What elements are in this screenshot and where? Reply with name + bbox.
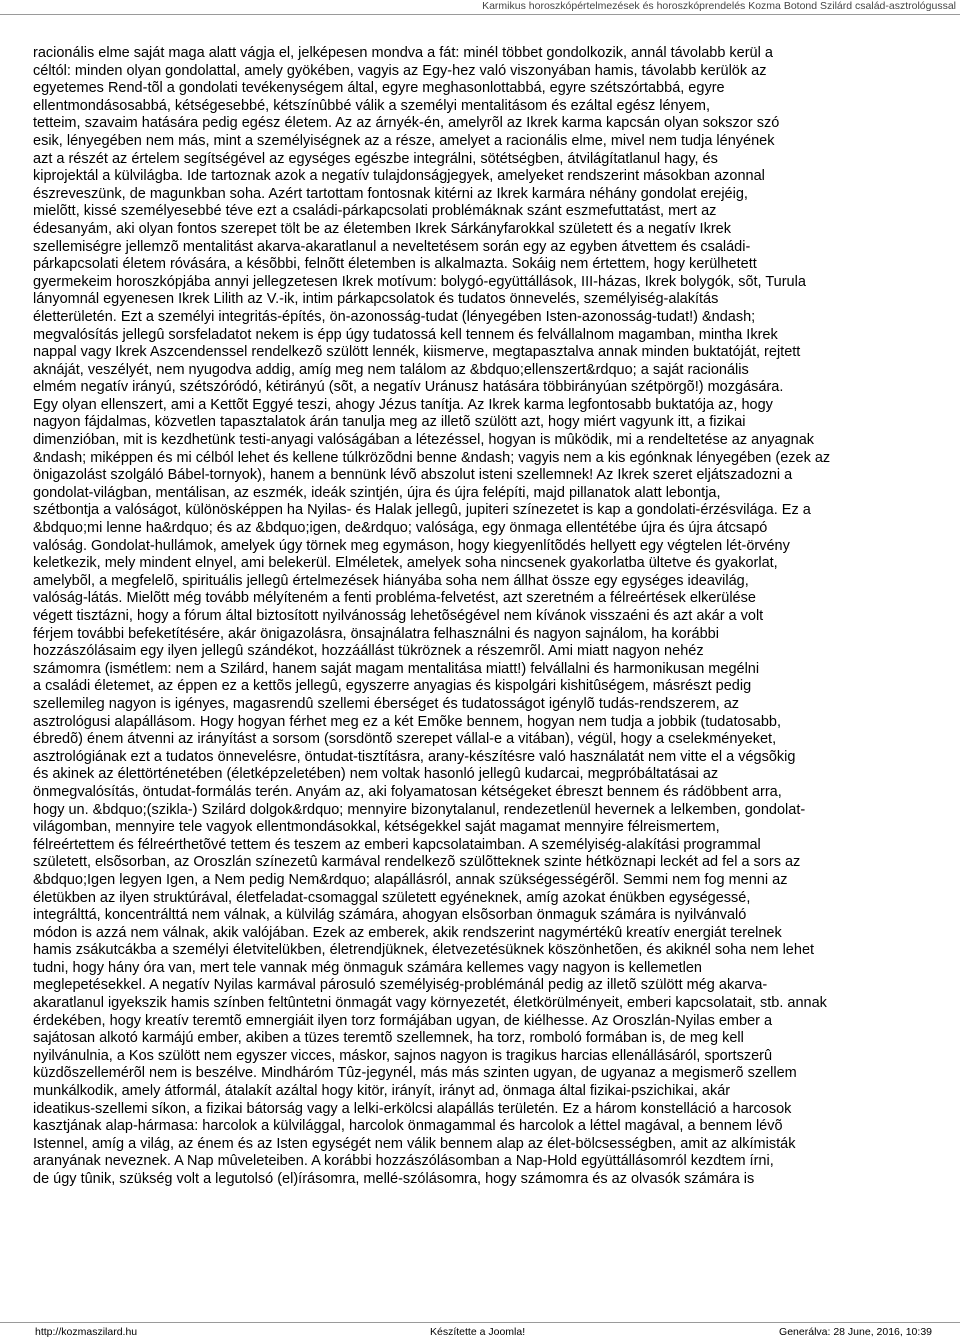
article-line: hogy un. &bdquo;(szikla-) Szilárd dolgok&rdquo; mennyire bizonytalanul, rendezetlenül hevernek a lelkemben, gondolat-	[33, 801, 806, 818]
article-line: aranyának neveznek. A Nap mûveleteiben. A korábbi hozzászólásomban a Nap-Hold együttállásomról kezdtem írni,	[33, 1153, 774, 1170]
article-line: &ndash; miképpen és mi célból lehet és kellene túlkrözõdni benne &ndash; vagyis nem a kis egónknak lényegében (ezek az	[33, 449, 831, 466]
article-line: aknáját, veszélyét, nem nyugodva addig, amíg meg nem találom az &bdquo;ellenszert&rdquo; a saját racionális	[33, 361, 749, 378]
article-body	[33, 45, 925, 1320]
joomla-credit: Készítette a Joomla!	[430, 1326, 526, 1338]
article-line: akaratlanul igyekszik hamis színben feltûntetni önmagát vagy környezetét, életkörülményeit, emberi kapcsolatait, stb. annak	[33, 995, 827, 1012]
article-line: életterületén. Ezt a személyi integritás-építés, ön-azonosság-tudat (lényegében Isten-azonosság-tudat!) &ndash;	[33, 308, 756, 325]
article-line: számomra (ismétlem: nem a Szilárd, hanem saját magam mentalitása miatt!) felvállalni és harmonikusan megélni	[33, 660, 760, 677]
article-line: dimenzióban, mit is kezdhetünk testi-anyagi valóságában a létezéssel, hogyan is mûködik, mi a rendeltetése az anyagnak	[33, 432, 815, 449]
article-line: és akinek az élettörténetében (életképzeletében) nem voltak hasonló jellegû kudarcai, megpróbáltatásai az	[33, 766, 719, 783]
footer-divider	[0, 1322, 960, 1323]
article-line: szétbontja a valóságot, különösképpen ha Nyilas- és Halak jellegû, jupiteri színezetet is kap a gondolati-érzésvilága. Ez a	[33, 502, 811, 519]
article-line: azt a részét az értelem segítségével az egységes egészbe integrálni, sötétségben, átvilágítatlanul hagy, és	[33, 150, 718, 167]
article-line: keletkezik, mely mindent elnyel, ami belekerül. Elméletek, amelyek soha nincsenek gyakorlatba ültetve és gyakorlat,	[33, 555, 778, 572]
article-line: Egy olyan ellenszert, ami a Kettõt Eggyé teszi, ahogy Jézus tanítja. Az Ikrek karma legfontosabb buktatója az, hogy	[33, 396, 773, 413]
article-line: gondolat-világban, mentálisan, az eszmék, ideák szintjén, újra és újra felépíti, majd pillanatok alatt lebontja,	[33, 484, 721, 501]
article-line: hamis zsákutcákba a személyi életvitelükben, életrendjüknek, életvezetésüknek köszönhetõen, és akiknél soha nem lehet	[33, 942, 815, 959]
article-line: de úgy tûnik, szükség volt a legutolsó (el)írásomra, mellé-szólásomra, hogy számomra és az olvasók számára is	[33, 1171, 755, 1187]
article-line: tudni, hogy hány óra van, mert tele vannak még önmaguk számára kellemes vagy nagyon is kellemetlen	[33, 959, 702, 976]
article-line: hozzászólásaim egy ilyen jellegû szándékot, hozzáállást tükröznek a részemrõl. Ami miatt nagyon nehéz	[33, 643, 704, 660]
article-line: valóság-látás. Mielõtt még tovább mélyíteném a fenti probléma-felvetést, azt szeretném a félreértések elkerülése	[33, 590, 756, 607]
article-line: sajátosan alkotó karmájú ember, akiben a tüzes teremtõ szellemnek, ha torz, romboló formában is, de meg kell	[33, 1030, 744, 1047]
article-line: tetteim, szavaim hatására pedig egész életem. Az az árnyék-én, amelyrõl az Ikrek karma kapcsán olyan sokszor szó	[33, 115, 780, 132]
generated-timestamp: Generálva: 28 June, 2016, 10:39	[779, 1326, 932, 1338]
article-line: asztrológusi alapállásom. Hogy hogyan férhet meg ez a két Emõke bennem, hogyan nem tudja a jobbik (tudatosabb,	[33, 713, 782, 730]
article-line: gyermekeim horoszkópjába annyi jellegzetesen Ikrek motívum: bolygó-együttállások, III-házas, Ikrek bolygók, sõt, Turula	[33, 273, 806, 290]
article-line: félreértettem és félreérthetõvé tettem és teszem az emberi kapcsolataimban. A személyiség-alakítási programmal	[33, 836, 761, 853]
article-line: &bdquo;mi lenne ha&rdquo; és az &bdquo;igen, de&rdquo; valósága, egy önmaga ellentétébe újra és újra átcsapó	[33, 520, 768, 537]
article-line: kiprojektál a külvilágba. Ide tartoznak azok a negatív tulajdonságjegyek, amelyeket rendszerint másokban azonnal	[33, 168, 765, 185]
article-line: nyilvánulnia, a Kos szülött nem egyszer vicces, máskor, sajnos nagyon is tragikus harcias ellenállásáról, sportszerû	[33, 1047, 773, 1064]
article-line: édesanyám, aki olyan fontos szerepet tölt be az életemben Ikrek Sárkányfarokkal született és a negatív Ikrek	[33, 220, 731, 237]
article-line: racionális elme saját maga alatt vágja el, jelképesen mondva a fát: minél többet gondolkozik, annál távolabb kerül a	[33, 45, 773, 61]
article-line: ellentmondásosabbá, kétségesebbé, kétszínûbbé válik a személyi mentalitásom és ezáltal egész lényem,	[33, 97, 711, 114]
article-line: meglepetésekkel. A negatív Nyilas karmával párosuló személyiség-problémánál pedig az illetõ szülött még akarva-	[33, 977, 768, 994]
site-url-link[interactable]: http://kozmaszilard.hu	[35, 1326, 138, 1338]
article-line: ébredõ) énem átvenni az irányítást a sorsom (sorsdöntõ szerepet vállal-e a vitában), végül, hogy a cselekményeket,	[33, 731, 777, 748]
page-footer	[0, 1322, 960, 1338]
article-line: módon is azzá nem válnak, akik valójában. Ezek az emberek, akik rendszerint nagymértékû kreatív energiát terelnek	[33, 924, 782, 941]
article-line: érdekében, hogy kreatív teremtõ emnergiáit ilyen torz formájában ugyan, de kiélhesse. Az Oroszlán-Nyilas ember a	[33, 1012, 773, 1029]
article-line: asztrológiának ezt a tudatos önnevelésre, öntudat-tisztításra, arany-készítésre való használatát nem vitte el a végsõkig	[33, 748, 796, 765]
article-line: életükben az ilyen struktúrával, életfeladat-csomaggal született egyéneknek, amíg azokat énükben egységessé,	[33, 889, 751, 906]
article-line: nappal vagy Ikrek Aszcendenssel rendelkezõ szülött lennék, kiismerve, megtapasztalva annak minden buktatóját, rejtett	[33, 344, 801, 361]
article-line: született, elsõsorban, az Oroszlán színezetû karmával rendelkezõ szülõtteknek szinte hétköznapi leckét ad fel a sors az	[33, 854, 801, 871]
article-line: észreveszünk, de magunkban soha. Azért tartottam fontosnak kitérni az Ikrek karmára néhány gondolat erejéig,	[33, 185, 748, 202]
article-line: önmegvalósítás, öntudat-formálás terén. Anyám az, aki folyamatosan kétségeket ébreszt bennem és rádöbbent arra,	[33, 783, 782, 800]
article-line: esik, lényegében nem más, mint a személyiségnek az a része, amelyet a racionális elme, mivel nem tudja lényének	[33, 132, 775, 149]
article-line: önigazolást szolgáló Bábel-tornyok), hanem a bennünk lévõ abszolut isteni szellemnek! Az Ikrek szeret eljátszadozni a	[33, 467, 793, 484]
article-line: céltól: minden olyan gondolattal, amely gyökében, vagyis az Egy-hez való viszonyában hamis, távolabb kerülök az	[33, 62, 767, 79]
article-line: kasztjának alap-hármasa: harcolok a külvilággal, harcolok önmagammal és harcolok a léttel magával, a bennem lévõ	[33, 1118, 783, 1135]
article-line: amelybõl, a megfelelõ, spirituális jellegû értelmezések hiányába soha nem állhat össze egy egységes ideavilág,	[33, 572, 749, 589]
article-line: szellemileg nagyon is igényes, magasrendû szellemi éberséget és tudatosságot igénylõ tudás-rendszerem, az	[33, 695, 740, 712]
article-line: nagyon fájdalmas, közvetlen tapasztalatok árán tanulja meg az illetõ szülött azt, hogy miért vagyunk itt, a fizikai	[33, 414, 746, 431]
site-title: Karmikus horoszkópértelmezések és horoszkóprendelés Kozma Botond Szilárd család-asztrológussal	[482, 0, 956, 12]
article-line: Istennel, amíg a világ, az énem és az Isten egységét nem válik bennem alap az élet-bölcsességben, amit az alkímisták	[33, 1135, 796, 1152]
article-line: küzdõszellemérõl nem is beszélve. Mindháróm Tûz-jegynél, más más szinten ugyan, de ugyanaz a megismerõ szellem	[33, 1065, 797, 1082]
article-line: egyetemes Rend-tõl a gondolati tevékenységem által, egyre meghasonlottabbá, egyre szétszórtabbá, egyre	[33, 80, 725, 97]
article-line: megvalósítás jellegû sorsfeladatot nekem is épp úgy tudatossá kell tennem és felvállalnom magamban, mintha Ikrek	[33, 326, 778, 343]
page-header	[0, 0, 960, 14]
article-line: végett tisztázni, hogy a fórum által biztosított nyilvánosság lehetõségével nem kívánok visszaéni és azt akár a volt	[33, 608, 764, 624]
article-line: elmém negatív irányú, szétszóródó, kétirányú (sõt, a negatív Uránusz hatására többirányúan szétpörgõ!) mozgására.	[33, 379, 784, 396]
article-line: párkapcsolati életem róvására, a késõbbi, felnõtt életemben is alkalmazta. Sokáig nem értettem, hogy kerülhetett	[33, 256, 757, 273]
article-line: munkálkodik, amely átformál, átalakít azáltal hogy kitör, irányít, irányt ad, önmaga által fizikai-pszichikai, akár	[33, 1083, 731, 1100]
article-line: lányomnál egyenesen Ikrek Lilith az V.-ik, intim párkapcsolatok és tudatos önnevelés, személyiség-alakítás	[33, 291, 719, 308]
header-divider	[0, 14, 960, 15]
article-line: férjem további befeketítésére, akár önigazolásra, önsajnálatra felhasználni és nagyon sajnálom, ha korábbi	[33, 625, 719, 642]
article-line: mielõtt, kissé személyesebbé téve ezt a családi-párkapcsolati problémáknak szánt eszmefuttatást, mert az	[33, 203, 717, 220]
article-line: valóság. Gondolat-hullámok, amelyek úgy törnek meg egymáson, hogy kiegyenlítõdés hellyett egy végtelen lét-örvény	[33, 537, 790, 554]
article-line: integrálttá, koncentrálttá nem válnak, a külvilág számára, ahogyan elsõsorban önmaguk számára is nyilvánvaló	[33, 907, 747, 924]
article-line: szellemiségre jellemzõ mentalitást akarva-akaratlanul a neveltetésem során egy az egyben átvettem és családi-	[33, 238, 751, 255]
article-line: a családi életemet, az éppen ez a kettõs jellegû, egyszerre anyagias és kispolgári kishitûségem, másrészt pedig	[33, 678, 752, 695]
article-line: világomban, mennyire tele vagyok ellentmondásokkal, kétségekkel saját magamat mennyire félreismertem,	[33, 819, 720, 836]
article-line: ideatikus-szellemi síkon, a fizikai bátorság vagy a lelki-erkölcsi alapállás területén. Ez a három konstelláció a harcosok	[33, 1100, 792, 1117]
article-line: &bdquo;Igen legyen Igen, a Nem pedig Nem&rdquo; alapállásról, annak szükségességérõl. Semmi nem fog menni az	[33, 871, 788, 888]
